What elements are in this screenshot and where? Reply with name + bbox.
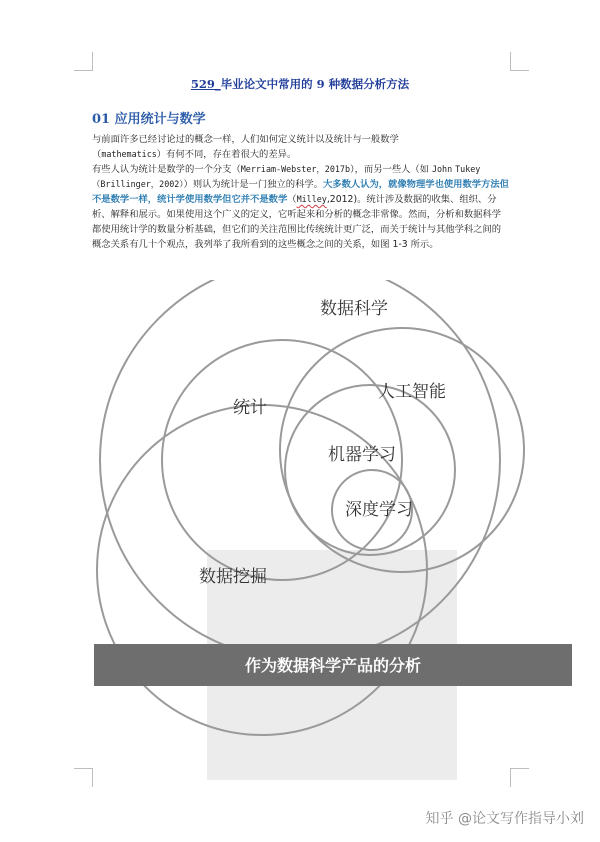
label-ai: 人工智能 bbox=[378, 382, 446, 402]
document-title bbox=[90, 76, 510, 92]
label-data-mining: 数据挖掘 bbox=[199, 567, 267, 587]
section-heading: 01 应用统计与数学 bbox=[92, 112, 206, 127]
label-statistics: 统计 bbox=[233, 398, 267, 418]
paragraph-1: 与前面许多已经讨论过的概念一样，人们如何定义统计以及统计与一般数学 （mathematics）有何不同，存在着很大的差异。 bbox=[92, 134, 399, 160]
analytics-banner-label: 作为数据科学产品的分析 bbox=[244, 656, 422, 675]
title-prefix: 529_ bbox=[190, 77, 221, 91]
body-paragraphs bbox=[92, 132, 510, 252]
label-data-science: 数据科学 bbox=[320, 299, 388, 319]
highlighted-sentence: 大多数人认为，就像物理学也使用数学方法但不是数学一样，统计学使用数学但它并不是数学 bbox=[92, 179, 509, 205]
venn-diagram bbox=[82, 280, 582, 780]
crop-mark-top-right bbox=[510, 52, 529, 71]
paragraph-2: 有些人认为统计是数学的一个分支（Merriam-Webster，2017b），而另一些人（如 John Tukey（Brillinger，2002））则认为统计是一门独立的科学。大多数人认为，就像物理学也使用数学方法但不是数学一样，统计学使用数学但它并不是数学（Milley,2012)。统计涉及数据的收集、组织、分析、解释和展示。如果使用这个广义的定义，它听起来和分析的概念非常像。然而，分析和数据科学都使用统计学的数量分析基础，但它们的关注范围比传统统计更广泛，而关于统计与其他学科之间的概念关系有几十个观点，我列举了我所看到的这些概念之间的关系，如图 1-3 所示。 bbox=[92, 164, 509, 250]
title-main: 毕业论文中常用的 9 种数据分析方法 bbox=[220, 77, 410, 91]
venn-diagram-figure bbox=[82, 280, 582, 780]
crop-mark-top-left bbox=[74, 52, 93, 71]
zhihu-watermark: 知乎 @论文写作指导小刘 bbox=[425, 811, 584, 827]
label-ml: 机器学习 bbox=[328, 445, 396, 465]
label-dl: 深度学习 bbox=[345, 500, 413, 520]
